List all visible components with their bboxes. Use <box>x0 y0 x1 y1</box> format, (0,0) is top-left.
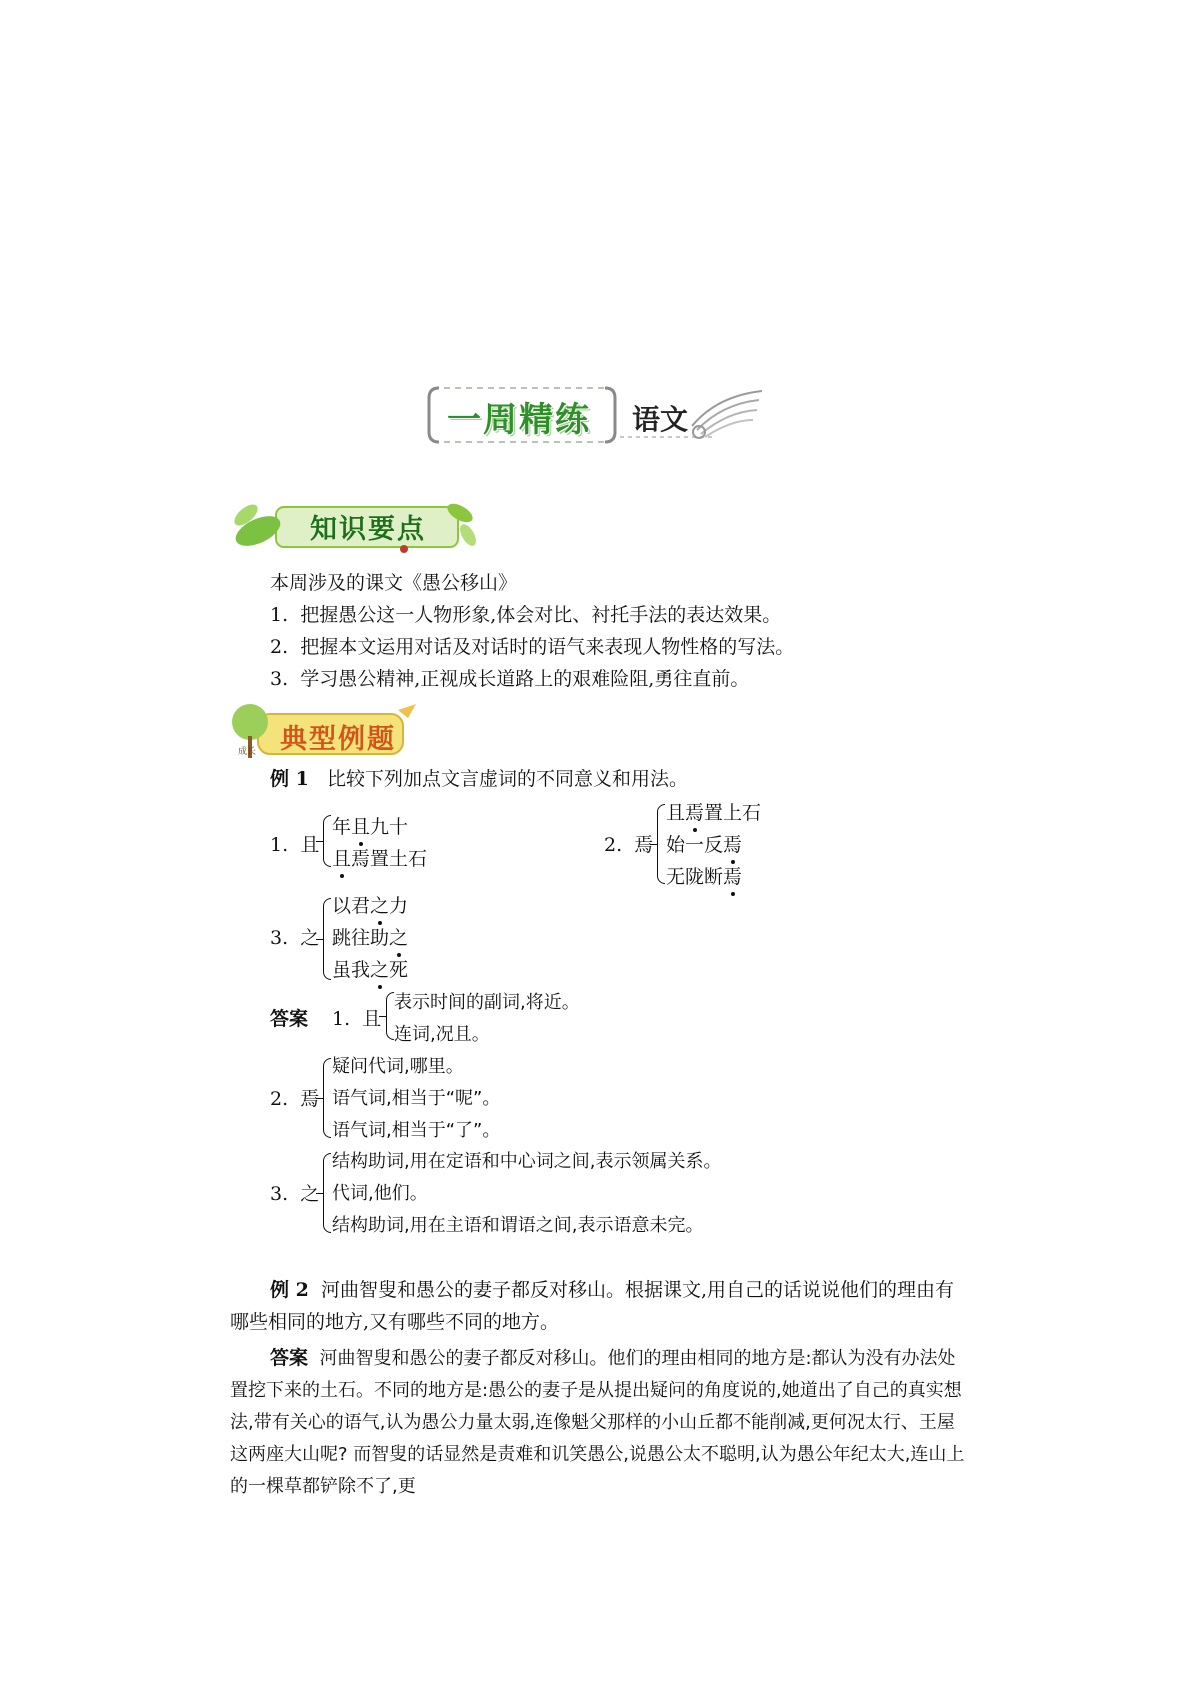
point-number: 2. <box>270 636 289 658</box>
answer-number: 1. <box>332 1008 351 1030</box>
item3-phrase: 以君之力 <box>332 895 409 917</box>
answer3-head <box>270 1181 319 1207</box>
item-number: 1. <box>270 834 289 856</box>
answer1-line: 表示时间的副词,将近。 <box>394 992 580 1013</box>
example2-question-text: 河曲智叟和愚公的妻子都反对移山。根据课文,用自己的话说说他们的理由有哪些相同的地方,又有哪些不同的地方。 <box>230 1279 954 1333</box>
knowledge-point <box>270 602 781 628</box>
answer2-line: 语气词,相当于“了”。 <box>332 1120 501 1141</box>
point-text: 把握愚公这一人物形象,体会对比、衬托手法的表达效果。 <box>300 604 782 626</box>
item2-head <box>604 832 653 858</box>
point-number: 3. <box>270 668 289 690</box>
item1-head <box>270 832 319 858</box>
item3-phrase: 虽我之死 <box>332 959 409 981</box>
answer-number: 2. <box>270 1088 289 1110</box>
wing-ornament-icon <box>687 386 767 441</box>
item2-phrase: 无陇断焉 <box>666 866 743 888</box>
answer-word: 之 <box>300 1183 320 1205</box>
answer-word: 焉 <box>300 1088 320 1110</box>
item-word: 焉 <box>634 834 654 856</box>
header-title: 一周精练 <box>447 400 591 440</box>
section-knowledge-header <box>228 493 478 555</box>
tree-badge-label: 成长 <box>238 747 257 757</box>
brace <box>323 1058 331 1138</box>
example2-answer-label: 答案 <box>270 1347 309 1369</box>
example1-label: 例 1 <box>270 768 309 790</box>
example2-question <box>230 1274 970 1338</box>
answer-number: 3. <box>270 1183 289 1205</box>
header-subject: 语文 <box>632 403 689 436</box>
brace <box>386 992 394 1040</box>
answer1-head <box>332 1006 381 1032</box>
point-text: 把握本文运用对话及对话时的语气来表现人物性格的写法。 <box>300 636 795 658</box>
example2-label: 例 2 <box>270 1279 309 1301</box>
item1-phrase: 且焉置土石 <box>332 848 428 870</box>
item1-phrase: 年且九十 <box>332 816 409 838</box>
answer3-line: 结构助词,用在定语和中心词之间,表示领属关系。 <box>332 1151 722 1172</box>
answer2-line: 疑问代词,哪里。 <box>332 1056 464 1077</box>
item-number: 3. <box>270 927 289 949</box>
item3-phrase: 跳往助之 <box>332 927 409 949</box>
section-examples-title: 典型例题 <box>280 724 396 755</box>
brace <box>323 1153 331 1233</box>
example1-question: 比较下列加点文言虚词的不同意义和用法。 <box>326 768 688 790</box>
item-word: 且 <box>300 834 320 856</box>
brace <box>657 804 665 884</box>
item2-phrase: 始一反焉 <box>666 834 743 856</box>
example1-answer-label: 答案 <box>270 1008 309 1030</box>
point-number: 1. <box>270 604 289 626</box>
header-banner <box>425 382 770 448</box>
knowledge-intro: 本周涉及的课文《愚公移山》 <box>270 572 518 594</box>
brace <box>323 898 331 980</box>
answer2-line: 语气词,相当于“呢”。 <box>332 1088 501 1109</box>
point-text: 学习愚公精神,正视成长道路上的艰难险阻,勇往直前。 <box>300 668 750 690</box>
section-knowledge-title: 知识要点 <box>310 514 426 545</box>
answer-word: 且 <box>362 1008 382 1030</box>
example2-answer-text: 河曲智叟和愚公的妻子都反对移山。他们的理由相同的地方是:都认为没有办法处置挖下来的土石。不同的地方是:愚公的妻子是从提出疑问的角度说的,她道出了自己的真实想法,带有关心的语气,认为愚公力量太弱,连像魁父那样的小山丘都不能削减,更何况太行、王屋这两座大山呢? 而智叟的话显然是责难和讥笑愚公,说愚公太不聪明,认为愚公年纪太大,连山上的一棵草都铲除不了,更 <box>230 1348 965 1497</box>
knowledge-point <box>270 634 794 660</box>
item3-head <box>270 925 319 951</box>
answer2-head <box>270 1086 319 1112</box>
knowledge-point <box>270 666 749 692</box>
example2-answer <box>230 1342 970 1503</box>
item-number: 2. <box>604 834 623 856</box>
section-examples-header <box>228 700 428 760</box>
item2-phrase: 且焉置上石 <box>666 802 762 824</box>
answer1-line: 连词,况且。 <box>394 1024 490 1045</box>
answer3-line: 代词,他们。 <box>332 1183 428 1204</box>
answer3-line: 结构助词,用在主语和谓语之间,表示语意未完。 <box>332 1215 704 1236</box>
example1-question-line <box>270 766 688 792</box>
item-word: 之 <box>300 927 320 949</box>
brace <box>323 815 331 867</box>
